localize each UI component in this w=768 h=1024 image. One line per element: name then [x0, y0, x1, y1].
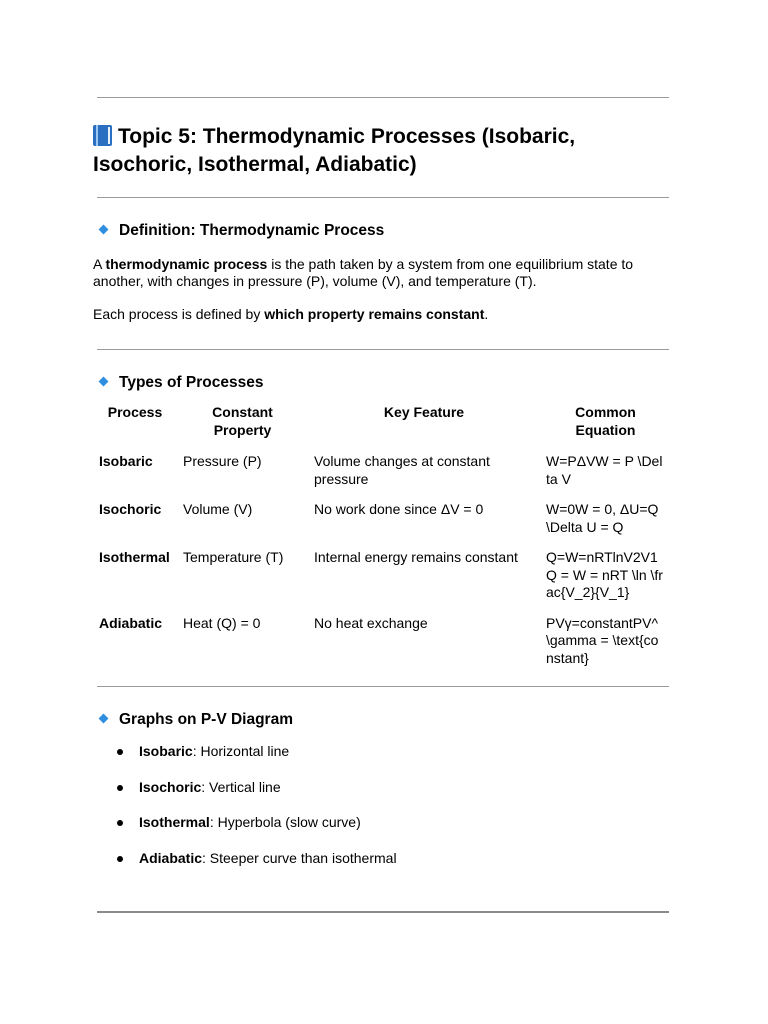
- page-title-text: Topic 5: Thermodynamic Processes (Isobaric, Isochoric, Isothermal, Adiabatic): [93, 125, 576, 176]
- key-feature: Internal energy remains constant: [314, 549, 518, 565]
- list-item: [93, 814, 397, 831]
- text-span: : Horizontal line: [192, 743, 290, 759]
- bold-term: Isobaric: [139, 743, 193, 759]
- list-item: [93, 850, 397, 867]
- bullet-icon: [117, 820, 123, 826]
- common-equation: Q=W=nRTlnV2V1 Q = W = nRT \ln \frac{V_2}{V_1}: [546, 549, 663, 600]
- text-span: Each process is defined by: [93, 306, 265, 322]
- list-item: [93, 779, 397, 796]
- bold-term: thermodynamic process: [105, 256, 268, 272]
- common-equation: W=PΔVW = P \Delta V: [546, 453, 663, 487]
- processes-table: [93, 402, 671, 680]
- common-equation: PVγ=constantPV^\gamma = \text{constant}: [546, 614, 659, 666]
- bullet-icon: [117, 856, 123, 862]
- text-span: : Vertical line: [201, 778, 281, 795]
- key-feature: No work done since ΔV = 0: [314, 501, 484, 517]
- text-span: A: [93, 256, 106, 272]
- book-icon: [93, 125, 112, 146]
- definition-heading-text: Definition: Thermodynamic Process: [119, 222, 385, 239]
- text-span: : Steeper curve than isothermal: [202, 849, 397, 866]
- process-name: Isothermal: [99, 549, 170, 565]
- column-header-process: Process: [107, 404, 163, 420]
- bold-term: Adiabatic: [139, 849, 203, 866]
- key-feature: Volume changes at constant pressure: [314, 453, 490, 487]
- divider: [97, 686, 669, 687]
- divider: [97, 197, 669, 198]
- constant-property: Heat (Q) = 0: [183, 614, 261, 631]
- constant-property: Volume (V): [183, 501, 253, 517]
- column-header-key-feature: Key Feature: [383, 404, 465, 420]
- table-row: [93, 615, 671, 681]
- bold-term: which property remains constant: [264, 306, 485, 322]
- divider: [97, 97, 669, 98]
- text-span: is the path taken by a system from one equilibrium state to another, with changes in pressure (P), volume (V), and temperature (T).: [93, 256, 634, 289]
- diamond-bullet-icon: [99, 377, 109, 387]
- column-header-constant-property: Constant Property: [212, 404, 273, 438]
- text-span: .: [484, 306, 489, 322]
- key-feature: No heat exchange: [314, 614, 428, 631]
- column-header-common-equation: Common Equation: [575, 404, 636, 438]
- types-heading: [98, 373, 263, 393]
- diamond-bullet-icon: [99, 225, 109, 235]
- definition-paragraph: [93, 256, 671, 290]
- definition-heading: [98, 221, 384, 241]
- table-row: [93, 501, 671, 549]
- page-title: [93, 123, 671, 179]
- bullet-icon: [117, 749, 123, 755]
- bullet-icon: [117, 785, 123, 791]
- constant-property: Temperature (T): [183, 549, 284, 565]
- graphs-heading: [98, 710, 293, 730]
- bold-term: Isothermal: [139, 814, 210, 830]
- list-item: [93, 743, 397, 760]
- graphs-list: [93, 743, 397, 885]
- divider: [97, 349, 669, 350]
- table-row: [93, 549, 671, 615]
- text-span: : Hyperbola (slow curve): [209, 814, 361, 830]
- table-row: [93, 453, 671, 501]
- process-name: Isochoric: [99, 501, 162, 517]
- constant-property: Pressure (P): [183, 453, 262, 469]
- bold-term: Isochoric: [139, 778, 202, 795]
- graphs-heading-text: Graphs on P-V Diagram: [119, 711, 293, 728]
- process-name: Adiabatic: [99, 614, 163, 631]
- common-equation: W=0W = 0, ΔU=Q\Delta U = Q: [546, 501, 659, 535]
- table-header-row: [93, 402, 671, 453]
- process-name: Isobaric: [99, 453, 153, 469]
- types-heading-text: Types of Processes: [119, 374, 264, 391]
- divider: [97, 911, 669, 913]
- diamond-bullet-icon: [99, 714, 109, 724]
- constant-property-paragraph: [93, 306, 671, 323]
